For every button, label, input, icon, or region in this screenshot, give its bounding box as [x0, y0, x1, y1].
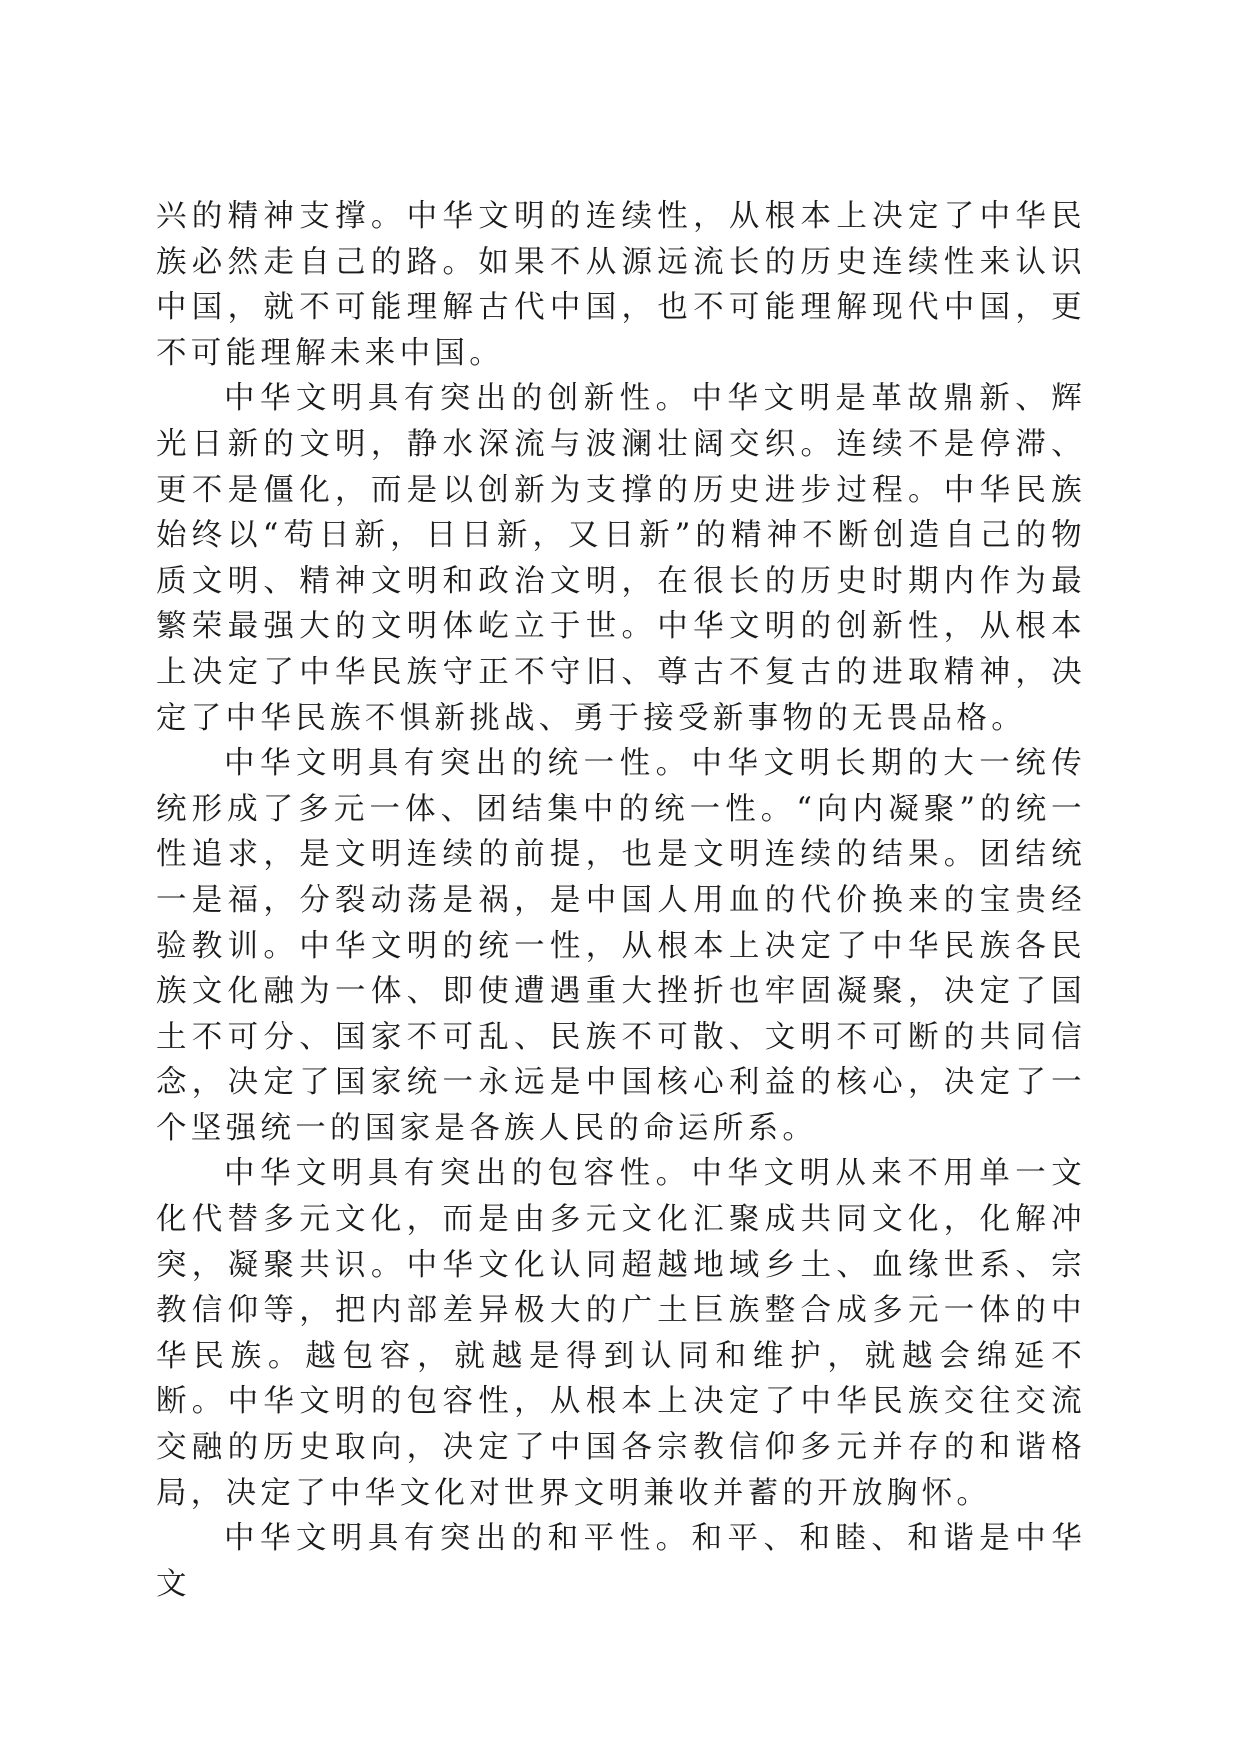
- paragraph-inclusiveness: 中华文明具有突出的包容性。中华文明从来不用单一文化代替多元文化，而是由多元文化汇聚成共同文化，化解冲突，凝聚共识。中华文化认同超越地域乡土、血缘世系、宗教信仰等，把内部差异极大的广土巨族整合成多元一体的中华民族。越包容，就越是得到认同和维护，就越会绵延不断。中华文明的包容性，从根本上决定了中华民族交往交流交融的历史取向，决定了中国各宗教信仰多元并存的和谐格局，决定了中华文化对世界文明兼收并蓄的开放胸怀。: [156, 1156, 1086, 1511]
- paragraph-continuity-conclusion: 兴的精神支撑。中华文明的连续性，从根本上决定了中华民族必然走自己的路。如果不从源远流长的历史连续性来认识中国，就不可能理解古代中国，也不可能理解现代中国，更不可能理解未来中国。: [156, 199, 1086, 371]
- paragraph-innovation: 中华文明具有突出的创新性。中华文明是革故鼎新、辉光日新的文明，静水深流与波澜壮阔交织。连续不是停滞、更不是僵化，而是以创新为支撑的历史进步过程。中华民族始终以“苟日新，日日新，又日新”的精神不断创造自己的物质文明、精神文明和政治文明，在很长的历史时期内作为最繁荣最强大的文明体屹立于世。中华文明的创新性，从根本上决定了中华民族守正不守旧、尊古不复古的进取精神，决定了中华民族不惧新挑战、勇于接受新事物的无畏品格。: [156, 381, 1086, 736]
- paragraph-unity: 中华文明具有突出的统一性。中华文明长期的大一统传统形成了多元一体、团结集中的统一性。“向内凝聚”的统一性追求，是文明连续的前提，也是文明连续的结果。团结统一是福，分裂动荡是祸，是中国人用血的代价换来的宝贵经验教训。中华文明的统一性，从根本上决定了中华民族各民族文化融为一体、即使遭遇重大挫折也牢固凝聚，决定了国土不可分、国家不可乱、民族不可散、文明不可断的共同信念，决定了国家统一永远是中国核心利益的核心，决定了一个坚强统一的国家是各族人民的命运所系。: [156, 746, 1086, 1146]
- paragraph-peacefulness: 中华文明具有突出的和平性。和平、和睦、和谐是中华文: [156, 1521, 1086, 1602]
- body-text: [156, 194, 1086, 1607]
